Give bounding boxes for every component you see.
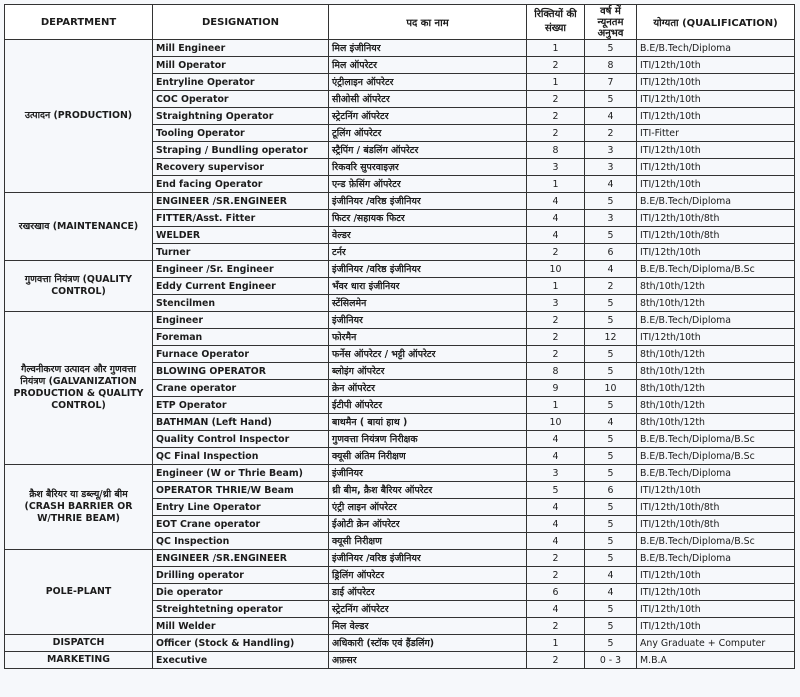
vacancies-cell: 4 bbox=[527, 227, 585, 244]
experience-cell: 5 bbox=[585, 516, 637, 533]
post-name-cell: थ्री बीम, क्रैश बैरियर ऑपरेटर bbox=[329, 482, 527, 499]
qualification-cell: 8th/10th/12th bbox=[637, 363, 795, 380]
designation-cell: Engineer /Sr. Engineer bbox=[153, 261, 329, 278]
designation-cell: Tooling Operator bbox=[153, 125, 329, 142]
qualification-cell: ITI/12th/10th bbox=[637, 142, 795, 159]
post-name-cell: स्ट्रैपिंग / बंडलिंग ऑपरेटर bbox=[329, 142, 527, 159]
header-row bbox=[5, 5, 795, 40]
vacancies-cell: 8 bbox=[527, 142, 585, 159]
experience-cell: 0 - 3 bbox=[585, 652, 637, 669]
qualification-cell: ITI/12th/10th bbox=[637, 244, 795, 261]
designation-cell: Straping / Bundling operator bbox=[153, 142, 329, 159]
designation-cell: Engineer (W or Thrie Beam) bbox=[153, 465, 329, 482]
vacancies-cell: 4 bbox=[527, 448, 585, 465]
designation-cell: Mill Welder bbox=[153, 618, 329, 635]
experience-cell: 3 bbox=[585, 142, 637, 159]
experience-cell: 4 bbox=[585, 176, 637, 193]
qualification-cell: ITI/12th/10th/8th bbox=[637, 516, 795, 533]
post-name-cell: फर्नेस ऑपरेटर / भट्टी ऑपरेटर bbox=[329, 346, 527, 363]
experience-cell: 12 bbox=[585, 329, 637, 346]
qualification-cell: 8th/10th/12th bbox=[637, 414, 795, 431]
experience-cell: 5 bbox=[585, 346, 637, 363]
post-name-cell: ईओटी क्रेन ऑपरेटर bbox=[329, 516, 527, 533]
experience-cell: 4 bbox=[585, 414, 637, 431]
table-row bbox=[5, 550, 795, 567]
experience-cell: 8 bbox=[585, 57, 637, 74]
experience-cell: 3 bbox=[585, 210, 637, 227]
vacancies-cell: 3 bbox=[527, 295, 585, 312]
designation-cell: Recovery supervisor bbox=[153, 159, 329, 176]
qualification-cell: B.E/B.Tech/Diploma bbox=[637, 465, 795, 482]
vacancies-cell: 2 bbox=[527, 329, 585, 346]
vacancies-cell: 1 bbox=[527, 176, 585, 193]
designation-cell: Die operator bbox=[153, 584, 329, 601]
designation-cell: Entryline Operator bbox=[153, 74, 329, 91]
designation-cell: Drilling operator bbox=[153, 567, 329, 584]
post-name-cell: मिल वेल्डर bbox=[329, 618, 527, 635]
vacancies-cell: 3 bbox=[527, 159, 585, 176]
department-cell: गैल्वनीकरण उत्पादन और गुणवत्ता नियंत्रण (GALVANIZATION PRODUCTION & QUALITY CONTROL) bbox=[5, 312, 153, 465]
table-body bbox=[5, 40, 795, 669]
header-qualification: योग्यता (QUALIFICATION) bbox=[637, 5, 795, 40]
vacancies-cell: 10 bbox=[527, 261, 585, 278]
designation-cell: QC Inspection bbox=[153, 533, 329, 550]
qualification-cell: ITI-Fitter bbox=[637, 125, 795, 142]
qualification-cell: ITI/12th/10th/8th bbox=[637, 210, 795, 227]
experience-cell: 5 bbox=[585, 227, 637, 244]
vacancies-cell: 2 bbox=[527, 346, 585, 363]
designation-cell: ETP Operator bbox=[153, 397, 329, 414]
vacancies-cell: 2 bbox=[527, 244, 585, 261]
vacancies-cell: 2 bbox=[527, 652, 585, 669]
post-name-cell: टूलिंग ऑपरेटर bbox=[329, 125, 527, 142]
experience-cell: 6 bbox=[585, 482, 637, 499]
vacancies-cell: 2 bbox=[527, 125, 585, 142]
table-row bbox=[5, 261, 795, 278]
qualification-cell: B.E/B.Tech/Diploma bbox=[637, 193, 795, 210]
post-name-cell: वेल्डर bbox=[329, 227, 527, 244]
post-name-cell: फोरमैन bbox=[329, 329, 527, 346]
vacancies-cell: 2 bbox=[527, 312, 585, 329]
department-cell: MARKETING bbox=[5, 652, 153, 669]
designation-cell: Eddy Current Engineer bbox=[153, 278, 329, 295]
vacancies-cell: 6 bbox=[527, 584, 585, 601]
table-row bbox=[5, 312, 795, 329]
post-name-cell: सीओसी ऑपरेटर bbox=[329, 91, 527, 108]
experience-cell: 2 bbox=[585, 125, 637, 142]
designation-cell: Officer (Stock & Handling) bbox=[153, 635, 329, 652]
qualification-cell: ITI/12th/10th/8th bbox=[637, 227, 795, 244]
experience-cell: 5 bbox=[585, 397, 637, 414]
experience-cell: 3 bbox=[585, 159, 637, 176]
experience-cell: 5 bbox=[585, 312, 637, 329]
experience-cell: 5 bbox=[585, 431, 637, 448]
experience-cell: 5 bbox=[585, 601, 637, 618]
vacancies-cell: 9 bbox=[527, 380, 585, 397]
post-name-cell: रिकवरि सुपरवाइज़र bbox=[329, 159, 527, 176]
post-name-cell: एंट्रीलाइन ऑपरेटर bbox=[329, 74, 527, 91]
designation-cell: Quality Control Inspector bbox=[153, 431, 329, 448]
experience-cell: 2 bbox=[585, 278, 637, 295]
post-name-cell: ड्रिलिंग ऑपरेटर bbox=[329, 567, 527, 584]
post-name-cell: क्रेन ऑपरेटर bbox=[329, 380, 527, 397]
post-name-cell: स्ट्रेटनिंग ऑपरेटर bbox=[329, 601, 527, 618]
vacancies-cell: 1 bbox=[527, 397, 585, 414]
qualification-cell: B.E/B.Tech/Diploma/B.Sc bbox=[637, 431, 795, 448]
experience-cell: 5 bbox=[585, 550, 637, 567]
vacancies-cell: 3 bbox=[527, 465, 585, 482]
header-experience: वर्ष में न्यूनतम अनुभव bbox=[585, 5, 637, 40]
qualification-cell: B.E/B.Tech/Diploma bbox=[637, 312, 795, 329]
designation-cell: FITTER/Asst. Fitter bbox=[153, 210, 329, 227]
designation-cell: Engineer bbox=[153, 312, 329, 329]
designation-cell: End facing Operator bbox=[153, 176, 329, 193]
vacancies-cell: 1 bbox=[527, 278, 585, 295]
post-name-cell: अफ़सर bbox=[329, 652, 527, 669]
table-row bbox=[5, 652, 795, 669]
vacancies-cell: 4 bbox=[527, 601, 585, 618]
experience-cell: 5 bbox=[585, 448, 637, 465]
qualification-cell: ITI/12th/10th bbox=[637, 57, 795, 74]
experience-cell: 5 bbox=[585, 465, 637, 482]
qualification-cell: ITI/12th/10th bbox=[637, 567, 795, 584]
post-name-cell: एंट्री लाइन ऑपरेटर bbox=[329, 499, 527, 516]
experience-cell: 4 bbox=[585, 108, 637, 125]
experience-cell: 4 bbox=[585, 261, 637, 278]
qualification-cell: B.E/B.Tech/Diploma/B.Sc bbox=[637, 261, 795, 278]
post-name-cell: स्टेंसिलमेन bbox=[329, 295, 527, 312]
vacancies-cell: 4 bbox=[527, 516, 585, 533]
vacancies-cell: 4 bbox=[527, 193, 585, 210]
vacancy-table bbox=[4, 4, 795, 669]
post-name-cell: इंजीनियर bbox=[329, 312, 527, 329]
qualification-cell: 8th/10th/12th bbox=[637, 346, 795, 363]
experience-cell: 5 bbox=[585, 499, 637, 516]
post-name-cell: मिल इंजीनियर bbox=[329, 40, 527, 57]
experience-cell: 5 bbox=[585, 618, 637, 635]
vacancies-cell: 4 bbox=[527, 210, 585, 227]
table-row bbox=[5, 40, 795, 57]
vacancies-cell: 1 bbox=[527, 635, 585, 652]
experience-cell: 4 bbox=[585, 567, 637, 584]
experience-cell: 5 bbox=[585, 635, 637, 652]
designation-cell: ENGINEER /SR.ENGINEER bbox=[153, 193, 329, 210]
qualification-cell: Any Graduate + Computer bbox=[637, 635, 795, 652]
department-cell: क्रैश बैरियर या डब्ल्यू/थ्री बीम (CRASH BARRIER OR W/THRIE BEAM) bbox=[5, 465, 153, 550]
post-name-cell: ब्लोइंग ऑपरेटर bbox=[329, 363, 527, 380]
header-vacancies: रिक्तियों की संख्या bbox=[527, 5, 585, 40]
qualification-cell: ITI/12th/10th bbox=[637, 601, 795, 618]
vacancies-cell: 2 bbox=[527, 550, 585, 567]
qualification-cell: B.E/B.Tech/Diploma bbox=[637, 40, 795, 57]
post-name-cell: ईटीपी ऑपरेटर bbox=[329, 397, 527, 414]
qualification-cell: ITI/12th/10th bbox=[637, 159, 795, 176]
post-name-cell: अधिकारी (स्टॉक एवं हैंडलिंग) bbox=[329, 635, 527, 652]
experience-cell: 5 bbox=[585, 533, 637, 550]
table-row bbox=[5, 635, 795, 652]
designation-cell: Foreman bbox=[153, 329, 329, 346]
qualification-cell: ITI/12th/10th bbox=[637, 176, 795, 193]
department-cell: POLE-PLANT bbox=[5, 550, 153, 635]
experience-cell: 5 bbox=[585, 295, 637, 312]
post-name-cell: डाई ऑपरेटर bbox=[329, 584, 527, 601]
qualification-cell: 8th/10th/12th bbox=[637, 278, 795, 295]
designation-cell: WELDER bbox=[153, 227, 329, 244]
designation-cell: Entry Line Operator bbox=[153, 499, 329, 516]
post-name-cell: मिल ऑपरेटर bbox=[329, 57, 527, 74]
experience-cell: 5 bbox=[585, 193, 637, 210]
designation-cell: Executive bbox=[153, 652, 329, 669]
qualification-cell: B.E/B.Tech/Diploma/B.Sc bbox=[637, 448, 795, 465]
designation-cell: QC Final Inspection bbox=[153, 448, 329, 465]
experience-cell: 10 bbox=[585, 380, 637, 397]
experience-cell: 5 bbox=[585, 363, 637, 380]
department-cell: गुणवत्ता नियंत्रण (QUALITY CONTROL) bbox=[5, 261, 153, 312]
designation-cell: Furnace Operator bbox=[153, 346, 329, 363]
designation-cell: Streightetning operator bbox=[153, 601, 329, 618]
qualification-cell: 8th/10th/12th bbox=[637, 295, 795, 312]
experience-cell: 4 bbox=[585, 584, 637, 601]
experience-cell: 5 bbox=[585, 91, 637, 108]
post-name-cell: इंजीनियर /वरिष्ठ इंजीनियर bbox=[329, 550, 527, 567]
post-name-cell: भँवर धारा इंजीनियर bbox=[329, 278, 527, 295]
vacancies-cell: 10 bbox=[527, 414, 585, 431]
post-name-cell: क्यूसी अंतिम निरीक्षण bbox=[329, 448, 527, 465]
qualification-cell: ITI/12th/10th bbox=[637, 74, 795, 91]
header-department: DEPARTMENT bbox=[5, 5, 153, 40]
designation-cell: BATHMAN (Left Hand) bbox=[153, 414, 329, 431]
vacancies-cell: 8 bbox=[527, 363, 585, 380]
qualification-cell: B.E/B.Tech/Diploma/B.Sc bbox=[637, 533, 795, 550]
post-name-cell: इंजीनियर /वरिष्ठ इंजीनियर bbox=[329, 261, 527, 278]
vacancies-cell: 5 bbox=[527, 482, 585, 499]
qualification-cell: ITI/12th/10th bbox=[637, 618, 795, 635]
qualification-cell: ITI/12th/10th/8th bbox=[637, 499, 795, 516]
vacancies-cell: 4 bbox=[527, 499, 585, 516]
post-name-cell: गुणवत्ता नियंत्रण निरीक्षक bbox=[329, 431, 527, 448]
post-name-cell: एन्ड फ़ेसिंग ऑपरेटर bbox=[329, 176, 527, 193]
post-name-cell: इंजीनियर bbox=[329, 465, 527, 482]
department-cell: उत्पादन (PRODUCTION) bbox=[5, 40, 153, 193]
post-name-cell: क्यूसी निरीक्षण bbox=[329, 533, 527, 550]
designation-cell: OPERATOR THRIE/W Beam bbox=[153, 482, 329, 499]
vacancies-cell: 2 bbox=[527, 108, 585, 125]
qualification-cell: ITI/12th/10th bbox=[637, 91, 795, 108]
qualification-cell: M.B.A bbox=[637, 652, 795, 669]
qualification-cell: ITI/12th/10th bbox=[637, 108, 795, 125]
department-cell: रखरखाव (MAINTENANCE) bbox=[5, 193, 153, 261]
experience-cell: 5 bbox=[585, 40, 637, 57]
experience-cell: 7 bbox=[585, 74, 637, 91]
post-name-cell: इंजीनियर /वरिष्ठ इंजीनियर bbox=[329, 193, 527, 210]
designation-cell: COC Operator bbox=[153, 91, 329, 108]
vacancies-cell: 4 bbox=[527, 533, 585, 550]
qualification-cell: B.E/B.Tech/Diploma bbox=[637, 550, 795, 567]
qualification-cell: 8th/10th/12th bbox=[637, 380, 795, 397]
designation-cell: Stencilmen bbox=[153, 295, 329, 312]
header-post-name: पद का नाम bbox=[329, 5, 527, 40]
qualification-cell: ITI/12th/10th bbox=[637, 482, 795, 499]
designation-cell: Turner bbox=[153, 244, 329, 261]
table-row bbox=[5, 465, 795, 482]
department-cell: DISPATCH bbox=[5, 635, 153, 652]
vacancies-cell: 2 bbox=[527, 567, 585, 584]
designation-cell: EOT Crane operator bbox=[153, 516, 329, 533]
post-name-cell: टर्नर bbox=[329, 244, 527, 261]
vacancies-cell: 2 bbox=[527, 618, 585, 635]
post-name-cell: बाथमैन ( बायां हाथ ) bbox=[329, 414, 527, 431]
post-name-cell: फिटर /सहायक फिटर bbox=[329, 210, 527, 227]
header-designation: DESIGNATION bbox=[153, 5, 329, 40]
designation-cell: Straightning Operator bbox=[153, 108, 329, 125]
vacancies-cell: 4 bbox=[527, 431, 585, 448]
vacancies-cell: 2 bbox=[527, 57, 585, 74]
designation-cell: BLOWING OPERATOR bbox=[153, 363, 329, 380]
post-name-cell: स्ट्रेटनिंग ऑपरेटर bbox=[329, 108, 527, 125]
designation-cell: Mill Operator bbox=[153, 57, 329, 74]
vacancies-cell: 1 bbox=[527, 74, 585, 91]
designation-cell: Crane operator bbox=[153, 380, 329, 397]
vacancies-cell: 1 bbox=[527, 40, 585, 57]
qualification-cell: ITI/12th/10th bbox=[637, 584, 795, 601]
vacancies-cell: 2 bbox=[527, 91, 585, 108]
designation-cell: Mill Engineer bbox=[153, 40, 329, 57]
qualification-cell: 8th/10th/12th bbox=[637, 397, 795, 414]
experience-cell: 6 bbox=[585, 244, 637, 261]
designation-cell: ENGINEER /SR.ENGINEER bbox=[153, 550, 329, 567]
qualification-cell: ITI/12th/10th bbox=[637, 329, 795, 346]
table-row bbox=[5, 193, 795, 210]
